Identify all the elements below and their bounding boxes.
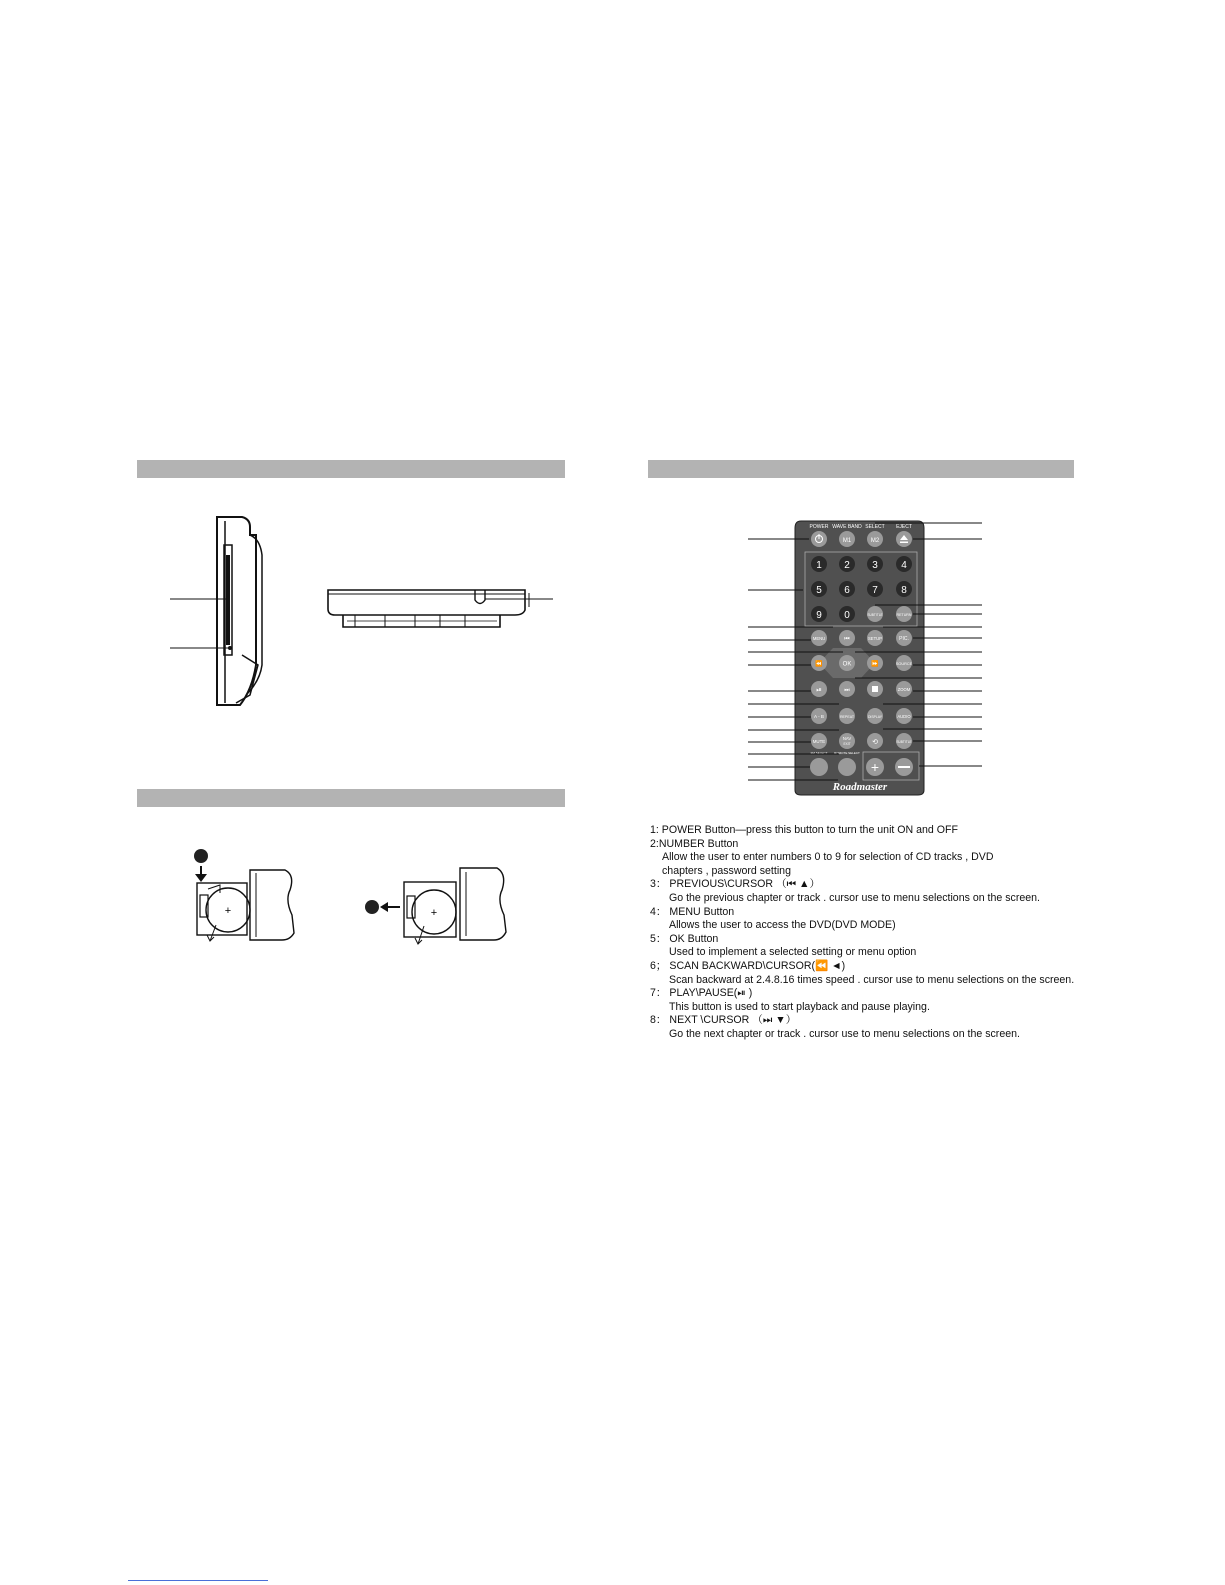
scan-forward-button[interactable] (867, 655, 883, 671)
repeat-loop-button[interactable] (867, 733, 883, 749)
number-button-4[interactable] (896, 556, 912, 572)
menu-button[interactable] (811, 630, 827, 646)
desc-3-body: Go the previous chapter or track . cursor use to menu selections on the screen. (669, 891, 1040, 904)
mute-label: MUTE (812, 739, 826, 744)
zoom-label: ZOOM (897, 687, 911, 692)
pic-label: PIC. (899, 636, 909, 642)
unit-bottom-view-figure (325, 585, 555, 635)
setup-button[interactable] (867, 630, 883, 646)
audio-button[interactable] (896, 708, 912, 724)
number-button-3[interactable] (867, 556, 883, 572)
nav-button[interactable] (839, 733, 855, 749)
select-label: SELECT (865, 524, 885, 530)
section-header-bar-left-top (137, 460, 565, 478)
number-button-9[interactable] (811, 606, 827, 622)
desc-2-body: Allow the user to enter numbers 0 to 9 for selection of CD tracks , DVD chapters , password setting (662, 851, 994, 877)
display-label: DISPLAY (867, 715, 883, 719)
desc-5-title: 5： OK Button (650, 932, 719, 945)
desc-6-body: Scan backward at 2.4.8.16 times speed . cursor use to menu selections on the screen. (669, 973, 1075, 986)
number-label: 4 (901, 560, 907, 571)
subtitle2-button[interactable] (896, 733, 912, 749)
desc-7-title: 7： PLAY\PAUSE(⏯ ) (650, 987, 753, 1000)
plus-icon: + (870, 759, 880, 775)
power-button[interactable] (811, 531, 827, 547)
remote-control-figure (745, 518, 985, 800)
number-button-2[interactable] (839, 556, 855, 572)
ok-button[interactable] (839, 655, 855, 671)
wave-band-label: WAVE BAND (832, 524, 862, 530)
desc-7-body: This button is used to start playback and pause playing. (669, 1000, 930, 1013)
play-pause-icon: ⏯ (816, 687, 822, 694)
number-label: 1 (816, 560, 822, 571)
mute-button[interactable] (811, 733, 827, 749)
remote-select-button[interactable] (838, 758, 856, 776)
eject-button[interactable] (896, 531, 912, 547)
m1-button[interactable] (839, 531, 855, 547)
svg-text:+: + (430, 907, 438, 919)
source-label: SOURCE (895, 662, 913, 666)
desc-4-body: Allows the user to access the DVD(DVD MODE) (669, 919, 896, 932)
number-button-8[interactable] (896, 581, 912, 597)
pic-button[interactable] (896, 630, 912, 646)
number-label: 3 (872, 560, 878, 571)
return-label: RETURN (896, 613, 912, 617)
volume-down-button[interactable] (895, 758, 913, 776)
section-header-bar-left-bottom (137, 789, 565, 807)
section-header-bar-right (648, 460, 1074, 478)
m2-label: M2 (870, 538, 880, 544)
remote-select-label: ROMOTE SELECT (834, 751, 860, 755)
previous-icon: ⏮ (844, 636, 850, 643)
number-button-0[interactable] (839, 606, 855, 622)
menu-label: MENU (812, 636, 826, 641)
number-label: 7 (872, 585, 878, 596)
power-label: POWER (809, 524, 829, 530)
repeat-button[interactable] (839, 708, 855, 724)
battery-step-1-figure (190, 845, 305, 945)
scan-forward-icon: ⏩ (871, 661, 879, 668)
subtitle-label: SUBTITLE (867, 613, 883, 617)
ok-label: OK (842, 661, 852, 668)
number-label: 2 (844, 560, 850, 571)
subtitle2-label: SUBTITLE (896, 740, 912, 744)
repeat-label: REPEAT (839, 715, 855, 719)
number-label: 0 (844, 610, 850, 621)
eject-label: EJECT (896, 524, 912, 530)
number-label: 6 (844, 585, 850, 596)
number-button-6[interactable] (839, 581, 855, 597)
setup-label: SETUP (868, 636, 882, 641)
fm-select-button[interactable] (810, 758, 828, 776)
desc-3-title: 3： PREVIOUS\CURSOR （⏮ ▲） (650, 878, 821, 891)
button-descriptions (650, 824, 1080, 1042)
subtitle-button[interactable] (867, 606, 883, 622)
zoom-button[interactable] (896, 681, 912, 697)
volume-up-button[interactable] (866, 758, 884, 776)
battery-step-2-figure (362, 860, 522, 950)
desc-8-title: 8： NEXT \CURSOR （⏭ ▼） (650, 1014, 797, 1027)
play-pause-button[interactable] (811, 681, 827, 697)
number-label: 9 (816, 610, 822, 621)
desc-4-title: 4： MENU Button (650, 905, 735, 918)
desc-1-title: 1: POWER Button—press this button to turn the unit ON and OFF (650, 824, 958, 836)
nav-label: NAV (842, 736, 852, 741)
audio-label: AUDIO (897, 714, 911, 719)
next-button[interactable] (839, 681, 855, 697)
return-button[interactable] (896, 606, 912, 622)
display-button[interactable] (867, 708, 883, 724)
number-button-7[interactable] (867, 581, 883, 597)
fm-select-label: FM SELECT (810, 751, 828, 755)
number-label: 5 (816, 585, 822, 596)
nav-sub-label: EXIT (843, 742, 851, 746)
number-button-5[interactable] (811, 581, 827, 597)
desc-5-body: Used to implement a selected setting or menu option (669, 946, 917, 959)
page-bottom-rule (128, 1580, 268, 1581)
brand-logo: Roadmaster (832, 781, 888, 793)
number-label: 8 (901, 585, 907, 596)
desc-8-body: Go the next chapter or track . cursor use to menu selections on the screen. (669, 1027, 1020, 1040)
ab-label: A - B (814, 714, 824, 719)
desc-6-title: 6； SCAN BACKWARD\CURSOR(⏪ ◄) (650, 959, 846, 972)
svg-text:+: + (224, 905, 232, 917)
stop-icon (872, 686, 878, 692)
desc-2-title: 2:NUMBER Button (650, 837, 739, 850)
m1-label: M1 (842, 538, 852, 544)
m2-button[interactable] (867, 531, 883, 547)
scan-backward-icon: ⏪ (815, 661, 823, 668)
previous-button[interactable] (839, 630, 855, 646)
minus-icon (898, 766, 910, 768)
next-icon: ⏭ (844, 687, 850, 694)
ab-button[interactable] (811, 708, 827, 724)
number-button-1[interactable] (811, 556, 827, 572)
scan-backward-button[interactable] (811, 655, 827, 671)
repeat-loop-icon: ⟲ (872, 739, 878, 746)
stop-button[interactable] (867, 681, 883, 697)
unit-side-view-figure (170, 515, 270, 710)
